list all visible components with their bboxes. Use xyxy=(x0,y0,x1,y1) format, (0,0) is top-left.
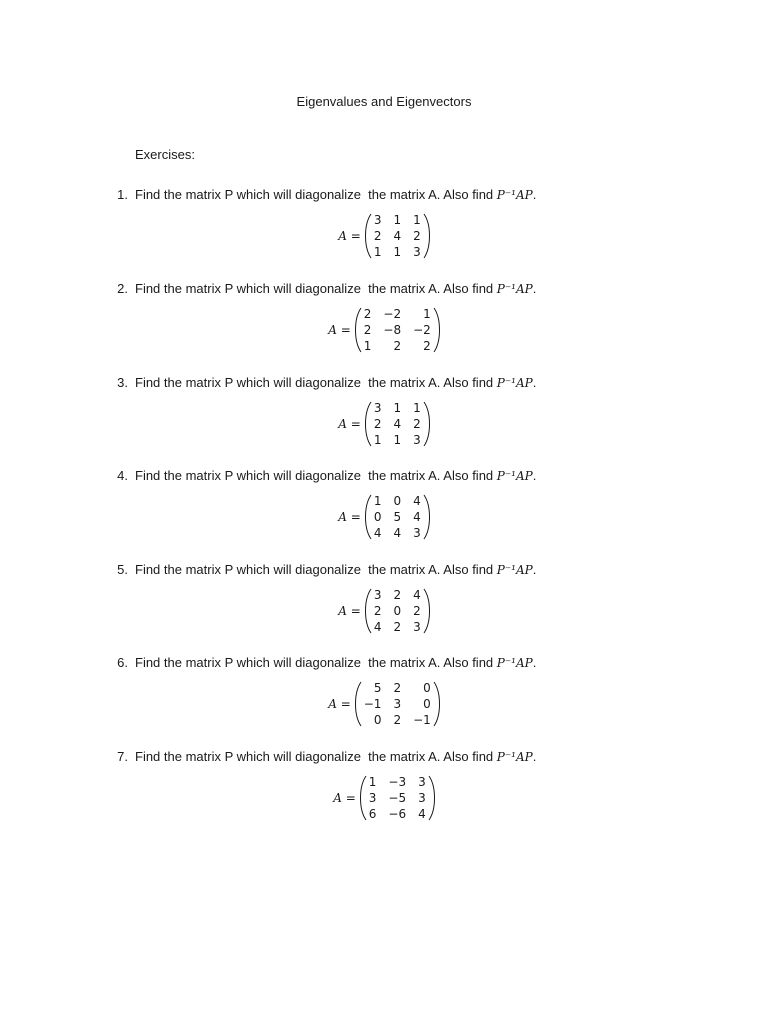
matrix-entry: 2 xyxy=(373,604,382,618)
matrix-entry: −5 xyxy=(388,791,407,805)
math-expression: P⁻¹AP xyxy=(496,376,533,390)
right-parenthesis xyxy=(423,213,430,259)
matrix-entry: 3 xyxy=(373,213,382,227)
equation-lhs: A = xyxy=(338,604,361,618)
matrix-entry: 4 xyxy=(373,620,382,634)
left-parenthesis xyxy=(360,775,367,821)
matrix-entry: 0 xyxy=(373,713,382,727)
matrix-entry: −3 xyxy=(388,775,407,789)
matrix-equation xyxy=(0,493,768,541)
matrix-variable: A xyxy=(338,229,347,243)
math-expression: P⁻¹AP xyxy=(496,282,533,296)
math-expression: P⁻¹AP xyxy=(496,563,533,577)
matrix-entry: 1 xyxy=(373,245,382,259)
matrix-equation xyxy=(0,400,768,448)
matrix-entry: 2 xyxy=(393,713,402,727)
matrix-entry: 2 xyxy=(413,417,421,431)
left-parenthesis xyxy=(365,588,372,634)
matrix-entry: 2 xyxy=(423,339,431,353)
matrix-entry: 2 xyxy=(373,417,382,431)
matrix-entry: 2 xyxy=(393,588,402,602)
exercise-number: 4. xyxy=(117,468,128,483)
exercise-text: Find the matrix P which will diagonalize the matrix A. Also find P⁻¹AP. xyxy=(135,749,537,764)
left-parenthesis xyxy=(365,494,372,540)
right-parenthesis xyxy=(428,775,435,821)
matrix-equation xyxy=(0,774,768,822)
exercise-item xyxy=(0,186,768,276)
matrix-entry: 4 xyxy=(373,526,382,540)
matrix-entry: 2 xyxy=(413,229,421,243)
matrix-entry: 3 xyxy=(413,245,421,259)
matrix-entry: 5 xyxy=(373,681,382,695)
math-expression: P⁻¹AP xyxy=(496,750,533,764)
matrix-entry: −8 xyxy=(383,323,402,337)
matrix-variable: A xyxy=(338,510,347,524)
exercise-text: Find the matrix P which will diagonalize the matrix A. Also find P⁻¹AP. xyxy=(135,375,537,390)
equation-lhs: A = xyxy=(338,229,361,243)
matrix-variable: A xyxy=(328,697,337,711)
equation-lhs: A = xyxy=(333,791,356,805)
exercise-text: Find the matrix P which will diagonalize the matrix A. Also find P⁻¹AP. xyxy=(135,468,537,483)
matrix-entry: 2 xyxy=(393,620,402,634)
matrix-entry: 2 xyxy=(393,339,402,353)
matrix-entry: 1 xyxy=(413,213,421,227)
matrix-entry: 0 xyxy=(393,604,402,618)
right-parenthesis xyxy=(423,494,430,540)
matrix-entry: 0 xyxy=(393,494,402,508)
matrix-entry: 1 xyxy=(393,401,402,415)
matrix-variable: A xyxy=(328,323,337,337)
matrix-entry: 5 xyxy=(393,510,402,524)
matrix-grid xyxy=(362,306,433,354)
matrix-entry: 4 xyxy=(418,807,426,821)
matrix-equation xyxy=(0,306,768,354)
matrix-entry: −6 xyxy=(388,807,407,821)
matrix-entry: 3 xyxy=(418,791,426,805)
matrix-entry: 3 xyxy=(413,620,421,634)
matrix-equation xyxy=(0,587,768,635)
math-expression: P⁻¹AP xyxy=(496,188,533,202)
exercise-item xyxy=(0,374,768,464)
matrix-entry: 4 xyxy=(393,229,402,243)
equation-lhs: A = xyxy=(338,510,361,524)
matrix-entry: 0 xyxy=(373,510,382,524)
document-title: Eigenvalues and Eigenvectors xyxy=(296,94,472,109)
matrix-entry: 4 xyxy=(413,510,421,524)
exercise-item xyxy=(0,561,768,651)
matrix-entry: 1 xyxy=(368,775,377,789)
matrix-entry: 3 xyxy=(373,588,382,602)
math-expression: P⁻¹AP xyxy=(496,656,533,670)
right-parenthesis xyxy=(423,401,430,447)
matrix-entry: 4 xyxy=(413,588,421,602)
matrix-entry: −2 xyxy=(383,307,402,321)
exercise-item xyxy=(0,280,768,370)
right-parenthesis xyxy=(433,681,440,727)
matrix-entry: −1 xyxy=(363,697,382,711)
matrix-entry: 1 xyxy=(393,433,402,447)
matrix-entry: 0 xyxy=(423,697,431,711)
matrix-entry: 0 xyxy=(423,681,431,695)
equation-lhs: A = xyxy=(338,417,361,431)
math-expression: P⁻¹AP xyxy=(496,469,533,483)
exercise-text: Find the matrix P which will diagonalize the matrix A. Also find P⁻¹AP. xyxy=(135,562,537,577)
exercises-heading: Exercises: xyxy=(135,147,195,162)
exercise-number: 1. xyxy=(117,187,128,202)
matrix-variable: A xyxy=(338,604,347,618)
matrix-equation xyxy=(0,212,768,260)
left-parenthesis xyxy=(365,401,372,447)
exercise-item xyxy=(0,748,768,838)
right-parenthesis xyxy=(423,588,430,634)
exercise-text: Find the matrix P which will diagonalize the matrix A. Also find P⁻¹AP. xyxy=(135,281,537,296)
matrix-grid xyxy=(372,493,423,541)
matrix-entry: 3 xyxy=(413,526,421,540)
matrix-entry: 4 xyxy=(393,526,402,540)
matrix-equation xyxy=(0,680,768,728)
exercise-item xyxy=(0,467,768,557)
exercise-text: Find the matrix P which will diagonalize the matrix A. Also find P⁻¹AP. xyxy=(135,655,537,670)
matrix-entry: 2 xyxy=(373,229,382,243)
exercise-number: 2. xyxy=(117,281,128,296)
matrix-entry: 1 xyxy=(423,307,431,321)
matrix-grid xyxy=(372,587,423,635)
matrix-entry: 1 xyxy=(393,245,402,259)
matrix-entry: 1 xyxy=(363,339,372,353)
matrix-entry: 3 xyxy=(418,775,426,789)
matrix-grid xyxy=(372,212,423,260)
exercise-text: Find the matrix P which will diagonalize the matrix A. Also find P⁻¹AP. xyxy=(135,187,537,202)
matrix-grid xyxy=(367,774,428,822)
matrix-variable: A xyxy=(338,417,347,431)
matrix-entry: 3 xyxy=(413,433,421,447)
matrix-entry: 3 xyxy=(368,791,377,805)
matrix-entry: −1 xyxy=(413,713,431,727)
left-parenthesis xyxy=(365,213,372,259)
matrix-grid xyxy=(362,680,433,728)
matrix-entry: 2 xyxy=(393,681,402,695)
matrix-entry: 2 xyxy=(363,307,372,321)
exercise-number: 6. xyxy=(117,655,128,670)
matrix-entry: 4 xyxy=(393,417,402,431)
matrix-entry: 3 xyxy=(393,697,402,711)
matrix-variable: A xyxy=(333,791,342,805)
exercise-number: 3. xyxy=(117,375,128,390)
matrix-entry: 1 xyxy=(393,213,402,227)
right-parenthesis xyxy=(433,307,440,353)
equation-lhs: A = xyxy=(328,323,351,337)
matrix-entry: 1 xyxy=(373,494,382,508)
exercise-item xyxy=(0,654,768,744)
matrix-entry: 2 xyxy=(363,323,372,337)
exercise-number: 7. xyxy=(117,749,128,764)
left-parenthesis xyxy=(355,681,362,727)
matrix-entry: 1 xyxy=(373,433,382,447)
equation-lhs: A = xyxy=(328,697,351,711)
matrix-grid xyxy=(372,400,423,448)
matrix-entry: −2 xyxy=(413,323,431,337)
matrix-entry: 1 xyxy=(413,401,421,415)
matrix-entry: 4 xyxy=(413,494,421,508)
left-parenthesis xyxy=(355,307,362,353)
matrix-entry: 3 xyxy=(373,401,382,415)
exercise-number: 5. xyxy=(117,562,128,577)
matrix-entry: 2 xyxy=(413,604,421,618)
matrix-entry: 6 xyxy=(368,807,377,821)
